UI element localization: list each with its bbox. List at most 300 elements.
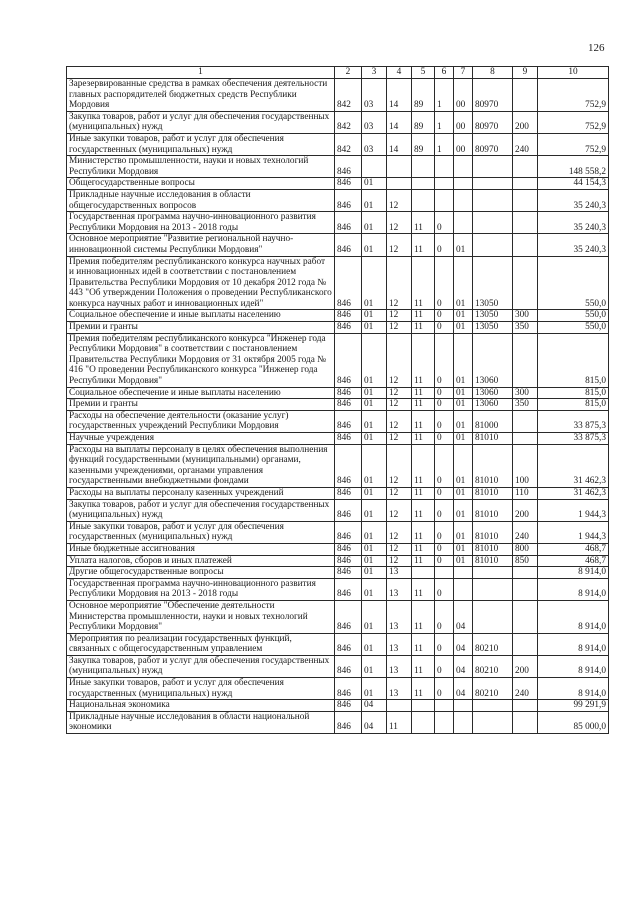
admin-code-cell: 846 — [335, 444, 362, 487]
amount-cell: 31 462,3 — [538, 444, 609, 487]
activity-code-cell: 01 — [454, 521, 473, 543]
admin-code-cell: 846 — [335, 189, 362, 211]
admin-code-cell: 846 — [335, 678, 362, 700]
program-code-cell — [412, 178, 435, 190]
amount-cell: 33 875,3 — [538, 410, 609, 432]
direction-code-cell: 80210 — [473, 655, 513, 677]
direction-code-cell: 81010 — [473, 499, 513, 521]
item-name-cell: Основное мероприятие "Развитие региональной научно-инновационной системы Республики Мордовия" — [67, 234, 335, 256]
table-row — [67, 543, 609, 555]
page-number: 126 — [588, 42, 605, 54]
section-code-cell: 04 — [362, 711, 387, 733]
expense-type-code-cell — [513, 189, 538, 211]
direction-code-cell: 13050 — [473, 322, 513, 334]
subprogram-code-cell — [435, 156, 454, 178]
table-row — [67, 633, 609, 655]
direction-code-cell — [473, 234, 513, 256]
table-row — [67, 234, 609, 256]
admin-code-cell: 846 — [335, 212, 362, 234]
section-code-cell: 01 — [362, 633, 387, 655]
item-name-cell: Иные закупки товаров, работ и услуг для обеспечения государственных (муниципальных) нужд — [67, 678, 335, 700]
subsection-code-cell: 12 — [387, 387, 412, 399]
item-name-cell: Премия победителям республиканского конкурса "Инженер года Республики Мордовия" в соответствии с постановлением Правительства Республики Мордовия от 31 октября 2005 года № 416 "О проведении Республиканского конкурса "Инженер года Республики Мордовия" — [67, 333, 335, 387]
subsection-code-cell: 12 — [387, 212, 412, 234]
section-code-cell: 03 — [362, 133, 387, 155]
table-row — [67, 433, 609, 445]
subsection-code-cell: 12 — [387, 543, 412, 555]
admin-code-cell: 846 — [335, 567, 362, 579]
expense-type-code-cell — [513, 410, 538, 432]
subprogram-code-cell: 0 — [435, 633, 454, 655]
amount-cell: 44 154,3 — [538, 178, 609, 190]
activity-code-cell: 01 — [454, 487, 473, 499]
item-name-cell: Национальная экономика — [67, 700, 335, 712]
admin-code-cell: 846 — [335, 310, 362, 322]
item-name-cell: Иные бюджетные ассигнования — [67, 543, 335, 555]
admin-code-cell: 846 — [335, 387, 362, 399]
section-code-cell: 01 — [362, 333, 387, 387]
subsection-code-cell: 14 — [387, 133, 412, 155]
program-code-cell: 11 — [412, 444, 435, 487]
subprogram-code-cell: 0 — [435, 487, 454, 499]
subsection-code-cell: 12 — [387, 399, 412, 411]
table-row — [67, 178, 609, 190]
expense-type-code-cell — [513, 700, 538, 712]
activity-code-cell: 01 — [454, 410, 473, 432]
direction-code-cell: 81010 — [473, 521, 513, 543]
expense-type-code-cell — [513, 178, 538, 190]
subprogram-code-cell: 0 — [435, 678, 454, 700]
budget-table — [66, 66, 609, 734]
item-name-cell: Прикладные научные исследования в области общегосударственных вопросов — [67, 189, 335, 211]
amount-cell: 550,0 — [538, 256, 609, 310]
direction-code-cell — [473, 567, 513, 579]
admin-code-cell: 846 — [335, 655, 362, 677]
subsection-code-cell: 12 — [387, 521, 412, 543]
subsection-code-cell: 13 — [387, 600, 412, 633]
admin-code-cell: 846 — [335, 399, 362, 411]
column-header-1: 1 — [67, 67, 335, 79]
activity-code-cell: 01 — [454, 387, 473, 399]
item-name-cell: Расходы на обеспечение деятельности (оказание услуг) государственных учреждений Республики Мордовия — [67, 410, 335, 432]
expense-type-code-cell — [513, 79, 538, 112]
activity-code-cell: 01 — [454, 310, 473, 322]
admin-code-cell: 846 — [335, 499, 362, 521]
program-code-cell: 11 — [412, 487, 435, 499]
admin-code-cell: 846 — [335, 633, 362, 655]
direction-code-cell: 81010 — [473, 487, 513, 499]
activity-code-cell: 04 — [454, 655, 473, 677]
subprogram-code-cell: 0 — [435, 410, 454, 432]
activity-code-cell: 00 — [454, 111, 473, 133]
table-row — [67, 499, 609, 521]
subprogram-code-cell: 0 — [435, 234, 454, 256]
direction-code-cell: 80970 — [473, 111, 513, 133]
subprogram-code-cell — [435, 178, 454, 190]
amount-cell: 8 914,0 — [538, 633, 609, 655]
direction-code-cell: 80970 — [473, 79, 513, 112]
section-code-cell: 01 — [362, 399, 387, 411]
section-code-cell: 01 — [362, 234, 387, 256]
section-code-cell: 03 — [362, 79, 387, 112]
amount-cell: 1 944,3 — [538, 521, 609, 543]
expense-type-code-cell — [513, 156, 538, 178]
item-name-cell: Премии и гранты — [67, 322, 335, 334]
activity-code-cell: 01 — [454, 555, 473, 567]
table-body — [67, 79, 609, 734]
amount-cell: 752,9 — [538, 111, 609, 133]
expense-type-code-cell: 800 — [513, 543, 538, 555]
item-name-cell: Мероприятия по реализации государственных функций, связанных с общегосударственным управлением — [67, 633, 335, 655]
subsection-code-cell: 12 — [387, 322, 412, 334]
admin-code-cell: 846 — [335, 178, 362, 190]
expense-type-code-cell: 850 — [513, 555, 538, 567]
subsection-code-cell: 12 — [387, 499, 412, 521]
direction-code-cell — [473, 189, 513, 211]
direction-code-cell: 81010 — [473, 433, 513, 445]
activity-code-cell — [454, 567, 473, 579]
activity-code-cell — [454, 178, 473, 190]
activity-code-cell — [454, 212, 473, 234]
program-code-cell: 11 — [412, 433, 435, 445]
activity-code-cell: 00 — [454, 79, 473, 112]
activity-code-cell: 01 — [454, 433, 473, 445]
direction-code-cell: 81010 — [473, 543, 513, 555]
item-name-cell: Иные закупки товаров, работ и услуг для обеспечения государственных (муниципальных) нужд — [67, 521, 335, 543]
subprogram-code-cell: 0 — [435, 543, 454, 555]
program-code-cell: 11 — [412, 555, 435, 567]
subsection-code-cell: 12 — [387, 189, 412, 211]
amount-cell: 35 240,3 — [538, 212, 609, 234]
subsection-code-cell: 11 — [387, 711, 412, 733]
direction-code-cell — [473, 178, 513, 190]
direction-code-cell: 81010 — [473, 444, 513, 487]
activity-code-cell: 01 — [454, 444, 473, 487]
table-row — [67, 487, 609, 499]
admin-code-cell: 846 — [335, 700, 362, 712]
admin-code-cell: 846 — [335, 410, 362, 432]
table-row — [67, 387, 609, 399]
amount-cell: 815,0 — [538, 387, 609, 399]
activity-code-cell — [454, 700, 473, 712]
program-code-cell: 11 — [412, 256, 435, 310]
direction-code-cell: 81000 — [473, 410, 513, 432]
subsection-code-cell: 13 — [387, 655, 412, 677]
activity-code-cell: 01 — [454, 399, 473, 411]
subprogram-code-cell: 0 — [435, 578, 454, 600]
section-code-cell: 01 — [362, 567, 387, 579]
table-row — [67, 567, 609, 579]
item-name-cell: Зарезервированные средства в рамках обеспечения деятельности главных распорядителей бюджетных средств Республики Мордовия — [67, 79, 335, 112]
admin-code-cell: 846 — [335, 333, 362, 387]
expense-type-code-cell — [513, 212, 538, 234]
subsection-code-cell: 14 — [387, 111, 412, 133]
expense-type-code-cell: 200 — [513, 655, 538, 677]
direction-code-cell — [473, 212, 513, 234]
admin-code-cell: 846 — [335, 543, 362, 555]
direction-code-cell: 80210 — [473, 678, 513, 700]
subsection-code-cell: 12 — [387, 433, 412, 445]
program-code-cell: 11 — [412, 234, 435, 256]
program-code-cell: 11 — [412, 212, 435, 234]
amount-cell: 815,0 — [538, 399, 609, 411]
subprogram-code-cell: 0 — [435, 212, 454, 234]
subsection-code-cell: 14 — [387, 79, 412, 112]
item-name-cell: Общегосударственные вопросы — [67, 178, 335, 190]
direction-code-cell: 13050 — [473, 310, 513, 322]
activity-code-cell: 01 — [454, 543, 473, 555]
item-name-cell: Государственная программа научно-инновационного развития Республики Мордовия на 2013 - 2018 годы — [67, 212, 335, 234]
subprogram-code-cell — [435, 711, 454, 733]
program-code-cell: 11 — [412, 333, 435, 387]
table-row — [67, 655, 609, 677]
program-code-cell: 11 — [412, 678, 435, 700]
expense-type-code-cell: 110 — [513, 487, 538, 499]
direction-code-cell: 13060 — [473, 399, 513, 411]
section-code-cell: 01 — [362, 678, 387, 700]
expense-type-code-cell: 350 — [513, 322, 538, 334]
table-row — [67, 410, 609, 432]
amount-cell: 8 914,0 — [538, 678, 609, 700]
item-name-cell: Прикладные научные исследования в области национальной экономики — [67, 711, 335, 733]
direction-code-cell: 81010 — [473, 555, 513, 567]
table-row — [67, 156, 609, 178]
section-code-cell: 01 — [362, 444, 387, 487]
program-code-cell — [412, 189, 435, 211]
subsection-code-cell: 12 — [387, 555, 412, 567]
amount-cell: 550,0 — [538, 310, 609, 322]
section-code-cell: 01 — [362, 322, 387, 334]
expense-type-code-cell: 240 — [513, 133, 538, 155]
section-code-cell: 01 — [362, 487, 387, 499]
table-row — [67, 444, 609, 487]
subprogram-code-cell: 0 — [435, 433, 454, 445]
section-code-cell — [362, 156, 387, 178]
amount-cell: 550,0 — [538, 322, 609, 334]
amount-cell: 468,7 — [538, 555, 609, 567]
item-name-cell: Государственная программа научно-инновационного развития Республики Мордовия на 2013 - 2018 годы — [67, 578, 335, 600]
program-code-cell: 11 — [412, 600, 435, 633]
direction-code-cell — [473, 578, 513, 600]
subsection-code-cell: 12 — [387, 487, 412, 499]
expense-type-code-cell — [513, 633, 538, 655]
section-code-cell: 01 — [362, 578, 387, 600]
admin-code-cell: 846 — [335, 487, 362, 499]
amount-cell: 99 291,9 — [538, 700, 609, 712]
activity-code-cell — [454, 578, 473, 600]
direction-code-cell — [473, 600, 513, 633]
activity-code-cell: 04 — [454, 678, 473, 700]
item-name-cell: Основное мероприятие "Обеспечение деятельности Министерства промышленности, науки и новых технологий Республики Мордовия" — [67, 600, 335, 633]
item-name-cell: Министерство промышленности, науки и новых технологий Республики Мордовия — [67, 156, 335, 178]
admin-code-cell: 846 — [335, 256, 362, 310]
item-name-cell: Расходы на выплаты персоналу казенных учреждений — [67, 487, 335, 499]
subprogram-code-cell: 1 — [435, 133, 454, 155]
subsection-code-cell: 12 — [387, 333, 412, 387]
table-row — [67, 700, 609, 712]
program-code-cell — [412, 711, 435, 733]
amount-cell: 8 914,0 — [538, 567, 609, 579]
table-row — [67, 256, 609, 310]
program-code-cell — [412, 156, 435, 178]
item-name-cell: Другие общегосударственные вопросы — [67, 567, 335, 579]
admin-code-cell: 846 — [335, 234, 362, 256]
table-row — [67, 79, 609, 112]
column-header-10: 10 — [538, 67, 609, 79]
expense-type-code-cell — [513, 256, 538, 310]
admin-code-cell: 846 — [335, 322, 362, 334]
table-row — [67, 600, 609, 633]
program-code-cell: 11 — [412, 578, 435, 600]
expense-type-code-cell: 200 — [513, 111, 538, 133]
admin-code-cell: 846 — [335, 600, 362, 633]
expense-type-code-cell: 240 — [513, 678, 538, 700]
section-code-cell: 01 — [362, 555, 387, 567]
table-row — [67, 310, 609, 322]
item-name-cell: Закупка товаров, работ и услуг для обеспечения государственных (муниципальных) нужд — [67, 499, 335, 521]
expense-type-code-cell — [513, 234, 538, 256]
item-name-cell: Иные закупки товаров, работ и услуг для обеспечения государственных (муниципальных) нужд — [67, 133, 335, 155]
amount-cell: 815,0 — [538, 333, 609, 387]
column-header-7: 7 — [454, 67, 473, 79]
section-code-cell: 04 — [362, 700, 387, 712]
expense-type-code-cell: 300 — [513, 310, 538, 322]
item-name-cell: Премия победителям республиканского конкурса научных работ и инновационных идей в соответствии с постановлением Правительства Республики Мордовия от 10 декабря 2012 года № 443 "Об утверждении Положения о проведении Республиканского конкурса научных работ и инновационных идей" — [67, 256, 335, 310]
table-row — [67, 189, 609, 211]
subsection-code-cell — [387, 178, 412, 190]
item-name-cell: Закупка товаров, работ и услуг для обеспечения государственных (муниципальных) нужд — [67, 655, 335, 677]
expense-type-code-cell — [513, 333, 538, 387]
amount-cell: 35 240,3 — [538, 189, 609, 211]
table-row — [67, 555, 609, 567]
table-row — [67, 521, 609, 543]
expense-type-code-cell — [513, 600, 538, 633]
admin-code-cell: 846 — [335, 711, 362, 733]
amount-cell: 8 914,0 — [538, 600, 609, 633]
amount-cell: 752,9 — [538, 79, 609, 112]
program-code-cell: 89 — [412, 133, 435, 155]
expense-type-code-cell — [513, 433, 538, 445]
amount-cell: 752,9 — [538, 133, 609, 155]
subsection-code-cell: 12 — [387, 410, 412, 432]
table-row — [67, 578, 609, 600]
column-header-2: 2 — [335, 67, 362, 79]
section-code-cell: 01 — [362, 310, 387, 322]
expense-type-code-cell: 300 — [513, 387, 538, 399]
amount-cell: 35 240,3 — [538, 234, 609, 256]
subprogram-code-cell — [435, 567, 454, 579]
activity-code-cell — [454, 189, 473, 211]
section-code-cell: 01 — [362, 499, 387, 521]
expense-type-code-cell: 240 — [513, 521, 538, 543]
subsection-code-cell — [387, 700, 412, 712]
amount-cell: 33 875,3 — [538, 433, 609, 445]
subsection-code-cell: 13 — [387, 633, 412, 655]
table-header-row — [67, 67, 609, 79]
item-name-cell: Премии и гранты — [67, 399, 335, 411]
direction-code-cell — [473, 711, 513, 733]
subprogram-code-cell: 0 — [435, 444, 454, 487]
program-code-cell: 89 — [412, 111, 435, 133]
amount-cell: 1 944,3 — [538, 499, 609, 521]
table-row — [67, 678, 609, 700]
table-row — [67, 133, 609, 155]
program-code-cell: 11 — [412, 655, 435, 677]
program-code-cell: 11 — [412, 322, 435, 334]
subprogram-code-cell: 1 — [435, 111, 454, 133]
section-code-cell: 01 — [362, 178, 387, 190]
expense-type-code-cell: 350 — [513, 399, 538, 411]
subsection-code-cell: 13 — [387, 678, 412, 700]
table-row — [67, 212, 609, 234]
table-row — [67, 399, 609, 411]
activity-code-cell — [454, 156, 473, 178]
item-name-cell: Расходы на выплаты персоналу в целях обеспечения выполнения функций государственными (муниципальными) органами, казенными учреждениями, органами управления государственными внебюджетными фондами — [67, 444, 335, 487]
activity-code-cell: 01 — [454, 322, 473, 334]
column-header-4: 4 — [387, 67, 412, 79]
section-code-cell: 01 — [362, 521, 387, 543]
section-code-cell: 01 — [362, 600, 387, 633]
amount-cell: 31 462,3 — [538, 487, 609, 499]
admin-code-cell: 842 — [335, 111, 362, 133]
expense-type-code-cell — [513, 711, 538, 733]
program-code-cell: 11 — [412, 399, 435, 411]
subprogram-code-cell: 0 — [435, 310, 454, 322]
subprogram-code-cell: 0 — [435, 655, 454, 677]
activity-code-cell: 01 — [454, 499, 473, 521]
section-code-cell: 01 — [362, 256, 387, 310]
subsection-code-cell: 12 — [387, 310, 412, 322]
program-code-cell: 11 — [412, 387, 435, 399]
amount-cell: 148 558,2 — [538, 156, 609, 178]
subprogram-code-cell: 0 — [435, 256, 454, 310]
program-code-cell: 11 — [412, 543, 435, 555]
expense-type-code-cell — [513, 567, 538, 579]
section-code-cell: 01 — [362, 189, 387, 211]
column-header-6: 6 — [435, 67, 454, 79]
direction-code-cell: 13050 — [473, 256, 513, 310]
subsection-code-cell: 12 — [387, 234, 412, 256]
item-name-cell: Уплата налогов, сборов и иных платежей — [67, 555, 335, 567]
direction-code-cell: 80210 — [473, 633, 513, 655]
admin-code-cell: 846 — [335, 578, 362, 600]
program-code-cell: 89 — [412, 79, 435, 112]
subprogram-code-cell: 0 — [435, 521, 454, 543]
direction-code-cell — [473, 700, 513, 712]
section-code-cell: 01 — [362, 410, 387, 432]
section-code-cell: 01 — [362, 543, 387, 555]
subprogram-code-cell: 0 — [435, 333, 454, 387]
program-code-cell: 11 — [412, 521, 435, 543]
direction-code-cell: 80970 — [473, 133, 513, 155]
activity-code-cell: 00 — [454, 133, 473, 155]
section-code-cell: 01 — [362, 655, 387, 677]
amount-cell: 8 914,0 — [538, 655, 609, 677]
table-row — [67, 111, 609, 133]
program-code-cell: 11 — [412, 499, 435, 521]
subprogram-code-cell: 0 — [435, 399, 454, 411]
admin-code-cell: 846 — [335, 433, 362, 445]
activity-code-cell: 04 — [454, 633, 473, 655]
expense-type-code-cell — [513, 578, 538, 600]
admin-code-cell: 846 — [335, 555, 362, 567]
direction-code-cell: 13060 — [473, 387, 513, 399]
admin-code-cell: 842 — [335, 133, 362, 155]
subsection-code-cell: 12 — [387, 444, 412, 487]
subsection-code-cell: 13 — [387, 578, 412, 600]
subprogram-code-cell — [435, 700, 454, 712]
activity-code-cell: 01 — [454, 333, 473, 387]
